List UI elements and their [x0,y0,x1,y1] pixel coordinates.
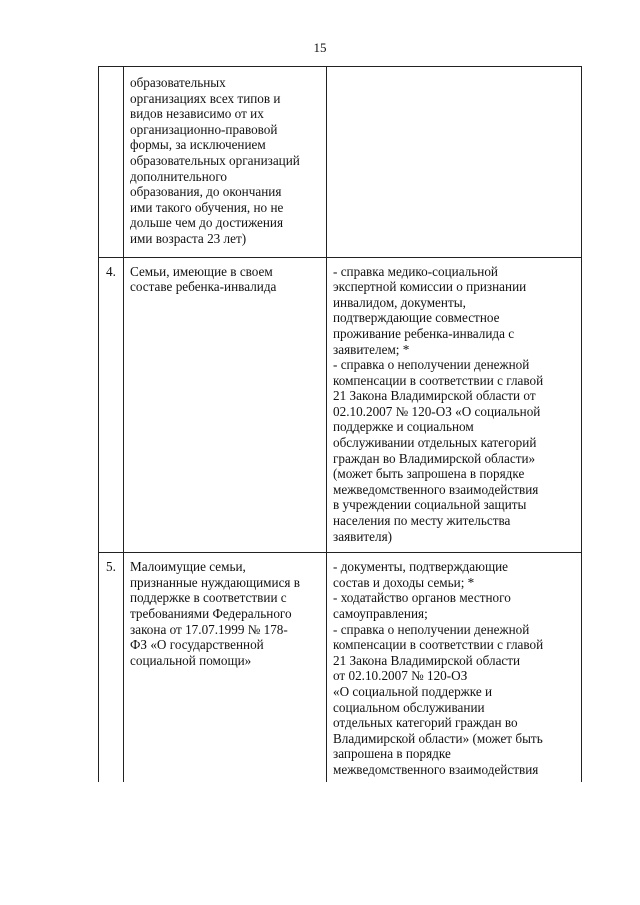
documents-cell [327,257,582,553]
documents-line: проживание ребенка-инвалида с [333,325,515,341]
category-line: ими такого обучения, но не [130,199,284,215]
documents-line: - документы, подтверждающие [333,559,509,575]
category-line: образовательных организаций [130,152,300,168]
documents-line: экспертной комиссии о признании [333,279,527,295]
category-line: организационно-правовой [130,121,278,137]
category-cell [124,257,327,553]
document-table [98,66,582,782]
documents-line: в учреждении социальной защиты [333,497,527,513]
documents-line: межведомственного взаимодействия [333,481,539,497]
documents-line: запрошена в порядке [333,746,451,762]
documents-line: отдельных категорий граждан во [333,715,518,731]
documents-line: состав и доходы семьи; * [333,574,475,590]
documents-line: обслуживании отдельных категорий [333,435,537,451]
category-line: видов независимо от их [130,106,264,122]
category-cell [124,553,327,782]
category-line: поддержке в соответствии с [130,590,287,606]
category-line: Малоимущие семьи, [130,559,246,575]
documents-line: (может быть запрошена в порядке [333,466,525,482]
documents-line: от 02.10.2007 № 120-ОЗ [333,668,468,684]
row-number-cell [99,67,124,258]
table-row [99,257,582,553]
documents-line: социальном обслуживании [333,699,485,715]
page-number: 15 [313,40,327,55]
category-line: требованиями Федерального [130,606,292,621]
category-line: образования, до окончания [130,184,282,200]
documents-line: Владимирской области» (может быть [333,730,543,746]
category-line: организациях всех типов и [130,90,281,106]
category-line: ФЗ «О государственной [130,637,264,653]
category-line: дольше чем до достижения [130,215,284,231]
documents-line: 02.10.2007 № 120-ОЗ «О социальной [333,403,541,419]
documents-cell [327,553,582,782]
documents-line: инвалидом, документы, [333,294,466,310]
table-row [99,67,582,258]
documents-line: самоуправления; [333,606,428,621]
category-line: формы, за исключением [130,137,266,153]
documents-line: - справка медико-социальной [333,263,498,279]
documents-line: - ходатайство органов местного [333,590,511,606]
documents-line: 21 Закона Владимирской области [333,652,521,668]
documents-line: - справка о неполучении денежной [333,621,530,637]
category-line: ими возраста 23 лет) [130,230,247,246]
documents-line: компенсации в соответствии с главой [333,372,544,388]
category-line: дополнительного [130,168,228,184]
documents-line: «О социальной поддержке и [333,683,493,699]
row-number-cell: 5. [99,553,124,782]
document-table-body [99,67,582,782]
row-number-cell: 4. [99,257,124,553]
documents-line: заявителя) [333,528,393,544]
table-row [99,553,582,782]
category-line: социальной помощи» [130,652,252,668]
documents-line: подтверждающие совместное [333,310,500,326]
documents-line: компенсации в соответствии с главой [333,637,544,653]
category-line: признанные нуждающимися в [130,574,301,590]
category-line: Семьи, имеющие в своем [130,263,273,279]
documents-line: заявителем; * [333,341,410,357]
documents-line: 21 Закона Владимирской области от [333,388,536,404]
documents-line: поддержке и социальном [333,419,474,435]
category-line: образовательных [130,75,226,90]
documents-line: межведомственного взаимодействия [333,761,539,777]
documents-line: граждан во Владимирской области» [333,450,536,466]
category-cell [124,67,327,258]
documents-cell [327,67,582,258]
documents-line: - справка о неполучении денежной [333,357,530,373]
category-line: закона от 17.07.1999 № 178- [130,621,288,637]
category-line: составе ребенка-инвалида [130,279,277,295]
documents-line: населения по месту жительства [333,513,511,529]
